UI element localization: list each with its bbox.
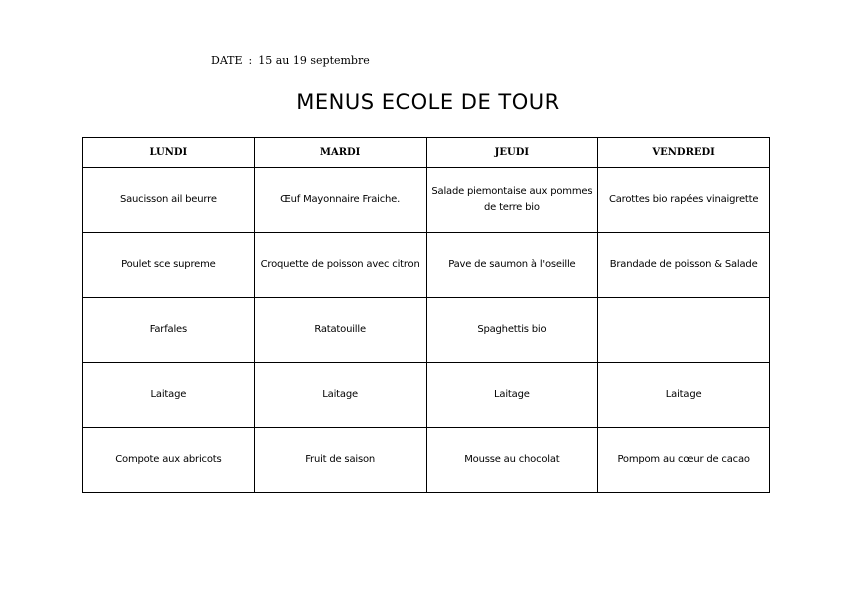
column-header-lundi: LUNDI — [83, 138, 255, 168]
date-line — [211, 54, 370, 67]
menu-cell: Fruit de saison — [254, 428, 426, 493]
menu-cell: Laitage — [83, 363, 255, 428]
menu-cell: Spaghettis bio — [426, 298, 598, 363]
menu-cell: Salade piemontaise aux pommes de terre bio — [426, 168, 598, 233]
menu-table — [82, 137, 770, 493]
column-header-jeudi: JEUDI — [426, 138, 598, 168]
menu-cell: Œuf Mayonnaire Fraiche. — [254, 168, 426, 233]
table-row — [83, 428, 770, 493]
menu-cell: Poulet sce supreme — [83, 233, 255, 298]
column-header-vendredi: VENDREDI — [598, 138, 770, 168]
menu-cell: Laitage — [254, 363, 426, 428]
menu-cell: Pompom au cœur de cacao — [598, 428, 770, 493]
table-row — [83, 233, 770, 298]
header-row — [83, 138, 770, 168]
date-value: 15 au 19 septembre — [258, 54, 370, 67]
menu-cell: Farfales — [83, 298, 255, 363]
date-separator: : — [248, 54, 253, 67]
menu-cell: Brandade de poisson & Salade — [598, 233, 770, 298]
table-row — [83, 298, 770, 363]
menu-cell: Carottes bio rapées vinaigrette — [598, 168, 770, 233]
menu-cell: Pave de saumon à l'oseille — [426, 233, 598, 298]
table-row — [83, 363, 770, 428]
menu-cell: Laitage — [598, 363, 770, 428]
date-label: DATE — [211, 54, 243, 67]
menu-cell: Compote aux abricots — [83, 428, 255, 493]
menu-cell — [598, 298, 770, 363]
menu-cell: Croquette de poisson avec citron — [254, 233, 426, 298]
table-row — [83, 168, 770, 233]
menu-cell: Mousse au chocolat — [426, 428, 598, 493]
menu-cell: Saucisson ail beurre — [83, 168, 255, 233]
menu-cell: Ratatouille — [254, 298, 426, 363]
menu-cell: Laitage — [426, 363, 598, 428]
page-title: MENUS ECOLE DE TOUR — [296, 90, 560, 114]
column-header-mardi: MARDI — [254, 138, 426, 168]
